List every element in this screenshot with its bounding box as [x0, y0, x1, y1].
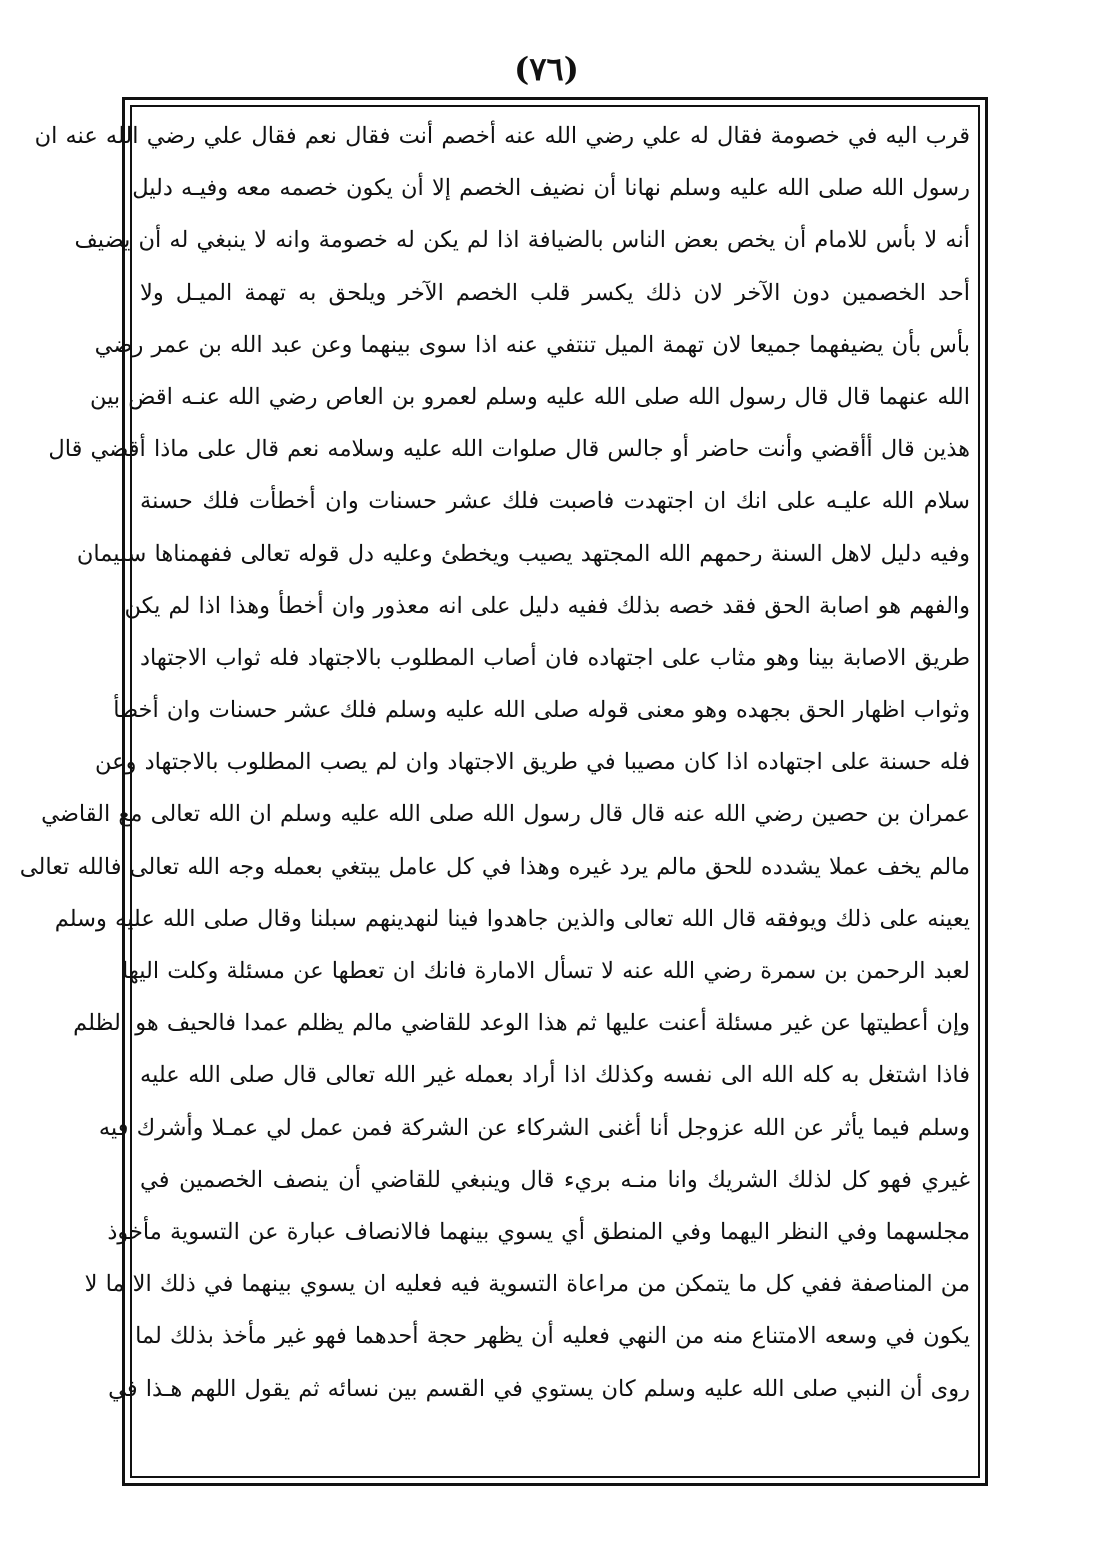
text-line: يعينه على ذلك ويوفقه قال الله تعالى والذين جاهدوا فينا لنهدينهم سبلنا وقال صلى الله عليه وسلم: [54, 905, 970, 932]
body-text: [19, 110, 970, 1475]
text-line: فله حسنة على اجتهاده اذا كان مصيبا في طريق الاجتهاد وان لم يصب المطلوب بالاجتهاد وعن: [95, 749, 970, 776]
text-line: وإن أعطيتها عن غير مسئلة أعنت عليها ثم هذا الوعد للقاضي مالم يظلم عمدا فالحيف هو الظلم: [73, 1010, 970, 1037]
text-line: أنه لا بأس للامام أن يخص بعض الناس بالضيافة اذا لم يكن له خصومة وانه لا ينبغي له أن يضيف: [74, 227, 970, 254]
text-line: غيري فهو كل لذلك الشريك وانا منـه بريء قال وينبغي للقاضي أن ينصف الخصمين في: [140, 1166, 970, 1193]
text-line: مجلسهما وفي النظر اليهما وفي المنطق أي يسوي بينهما فالانصاف عبارة عن التسوية مأخوذ: [107, 1218, 970, 1245]
text-line: والفهم هو اصابة الحق فقد خصه بذلك ففيه دليل على انه معذور وان أخطأ وهذا اذا لم يكن: [124, 592, 970, 619]
text-line: مالم يخف عملا يشدده للحق مالم يرد غيره وهذا في كل عامل يبتغي بعمله وجه الله تعالى فالله تعالى: [19, 853, 970, 880]
text-line: سلام الله عليـه على انك ان اجتهدت فاصبت فلك عشر حسنات وان أخطأت فلك حسنة: [140, 488, 970, 515]
text-line: قرب اليه في خصومة فقال له علي رضي الله عنه أخصم أنت فقال نعم فقال علي رضي الله عنه ان: [34, 123, 970, 149]
page-number: (٧٦): [514, 50, 579, 88]
text-line: يكون في وسعه الامتناع منه من النهي فعليه أن يظهر حجة أحدهما فهو غير مأخذ بذلك لما: [135, 1323, 970, 1350]
text-line: لعبد الرحمن بن سمرة رضي الله عنه لا تسأل الامارة فانك ان تعطها عن مسئلة وكلت اليها: [121, 958, 970, 984]
text-line: عمران بن حصين رضي الله عنه قال قال رسول الله صلى الله عليه وسلم ان الله تعالى مع القاضي: [41, 801, 970, 828]
text-line: فاذا اشتغل به كله الله الى نفسه وكذلك اذا أراد بعمله غير الله تعالى قال صلى الله عليه: [140, 1062, 970, 1089]
text-line: وثواب اظهار الحق بجهده وهو معنى قوله صلى الله عليه وسلم فلك عشر حسنات وان أخطأ: [113, 697, 970, 724]
text-line: الله عنهما قال قال رسول الله صلى الله عليه وسلم لعمرو بن العاص رضي الله عنـه اقض بين: [89, 383, 970, 410]
text-line: وسلم فيما يأثر عن الله عزوجل أنا أغنى الشركاء عن الشركة فمن عمل لي عمـلا وأشرك فيه: [98, 1114, 970, 1141]
text-line: وفيه دليل لاهل السنة رحمهم الله المجتهد يصيب ويخطئ وعليه دل قوله تعالى ففهمناها سليمان: [76, 540, 970, 567]
text-line: طريق الاصابة بينا وهو مثاب على اجتهاده فان أصاب المطلوب بالاجتهاد فله ثواب الاجتهاد: [140, 644, 970, 671]
text-line: أحد الخصمين دون الآخر لان ذلك يكسر قلب الخصم الآخر ويلحق به تهمة الميـل ولا: [140, 279, 970, 306]
text-line: هذين قال أأقضي وأنت حاضر أو جالس قال صلوات الله عليه وسلامه نعم قال على ماذا أقضي قال: [48, 436, 970, 463]
text-line: رسول الله صلى الله عليه وسلم نهانا أن نضيف الخصم إلا أن يكون خصمه معه وفيـه دليل: [132, 175, 970, 202]
text-line: بأس بأن يضيفهما جميعا لان تهمة الميل تنتفي عنه اذا سوى بينهما وعن عبد الله بن عمر رضي: [94, 331, 970, 358]
text-line: روى أن النبي صلى الله عليه وسلم كان يستوي في القسم بين نسائه ثم يقول اللهم هـذا في: [108, 1375, 970, 1402]
text-line: من المناصفة ففي كل ما يتمكن من مراعاة التسوية فيه فعليه ان يسوي بينهما في ذلك الا ما لا: [84, 1271, 970, 1298]
